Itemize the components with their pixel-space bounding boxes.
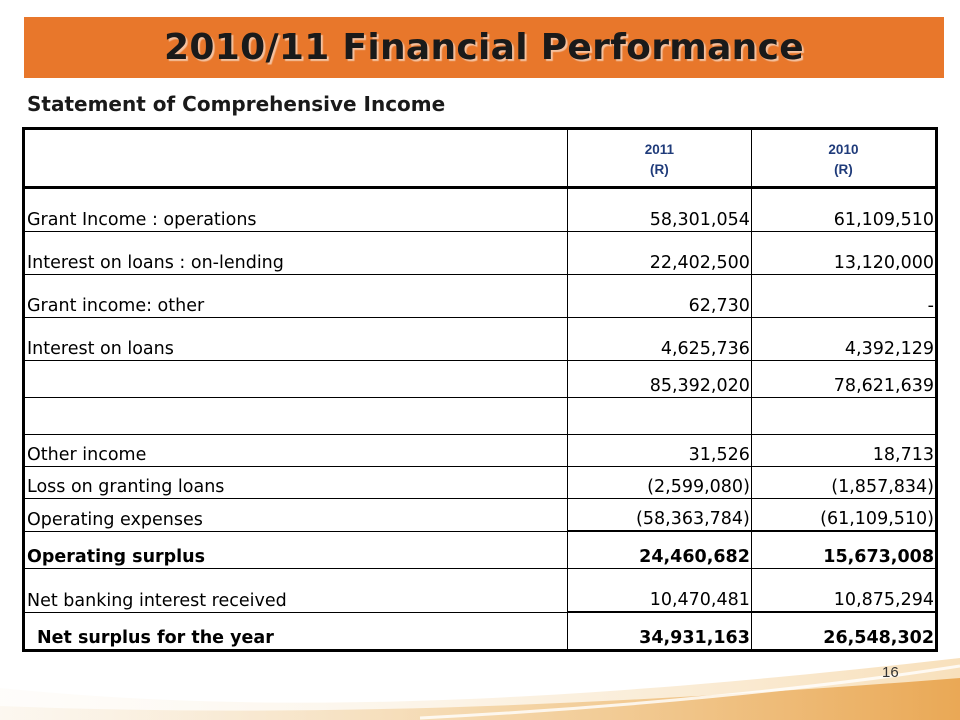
value-2010: 18,713: [751, 435, 936, 467]
header-2010-note: (R): [834, 162, 853, 177]
header-2011-note: (R): [649, 162, 669, 177]
table-row: [24, 398, 937, 435]
value-2010: 15,673,008: [751, 531, 936, 569]
page-title: 2010/11 Financial Performance: [164, 27, 804, 68]
value-2011: 10,470,481: [567, 569, 751, 613]
value-2011: 34,931,163: [567, 612, 751, 651]
row-label: Operating expenses: [24, 499, 568, 532]
table-row: [24, 275, 937, 318]
subtotal-2010: 78,621,639: [751, 361, 936, 398]
value-2010: 13,120,000: [751, 232, 936, 275]
row-label: Net banking interest received: [24, 569, 568, 613]
value-2011: 4,625,736: [567, 318, 751, 361]
header-2011: [567, 129, 751, 188]
value-2010: 61,109,510: [751, 188, 936, 232]
table-row: [24, 467, 937, 499]
header-2010: [751, 129, 936, 188]
row-label: Loss on granting loans: [24, 467, 568, 499]
value-2010: 4,392,129: [751, 318, 936, 361]
table-row: [24, 499, 937, 532]
page-number: 16: [882, 664, 899, 681]
row-label: Grant Income : operations: [27, 210, 257, 230]
table-row: [24, 569, 937, 613]
value-2010: 10,875,294: [751, 569, 936, 613]
value-2011: 24,460,682: [567, 531, 751, 569]
value-2011: [567, 398, 751, 435]
table-row: [24, 531, 937, 569]
value-2010: 26,548,302: [751, 612, 936, 651]
income-statement-table: [22, 127, 938, 652]
table-row: [24, 361, 937, 398]
value-2010: (61,109,510): [751, 499, 936, 532]
row-label: [24, 361, 568, 398]
subtotal-2011: 85,392,020: [567, 361, 751, 398]
value-2011: (2,599,080): [567, 467, 751, 499]
value-2011: 31,526: [567, 435, 751, 467]
row-label-net-surplus: Net surplus for the year: [24, 612, 568, 651]
table-row: [24, 232, 937, 275]
value-2010: [751, 398, 936, 435]
table-row: [24, 318, 937, 361]
title-banner: [24, 17, 944, 78]
value-2010: (1,857,834): [751, 467, 936, 499]
row-label: [24, 398, 568, 435]
row-label: Interest on loans : on-lending: [24, 232, 568, 275]
row-label: Interest on loans: [24, 318, 568, 361]
decorative-swoosh: [0, 618, 960, 720]
value-2011: 58,301,054: [567, 188, 751, 232]
header-label-cell: [24, 129, 568, 188]
row-label: Grant income: other: [24, 275, 568, 318]
header-2011-year: 2011: [644, 142, 674, 157]
table-row: [24, 435, 937, 467]
value-2010: -: [751, 275, 936, 318]
header-2010-year: 2010: [828, 142, 859, 157]
row-label-operating-surplus: Operating surplus: [24, 531, 568, 569]
value-2011: (58,363,784): [567, 499, 751, 532]
table-header-row: [24, 129, 937, 188]
value-2011: 22,402,500: [567, 232, 751, 275]
table-row: [24, 188, 937, 232]
statement-subtitle: Statement of Comprehensive Income: [27, 92, 446, 116]
row-label: Other income: [24, 435, 568, 467]
value-2011: 62,730: [567, 275, 751, 318]
